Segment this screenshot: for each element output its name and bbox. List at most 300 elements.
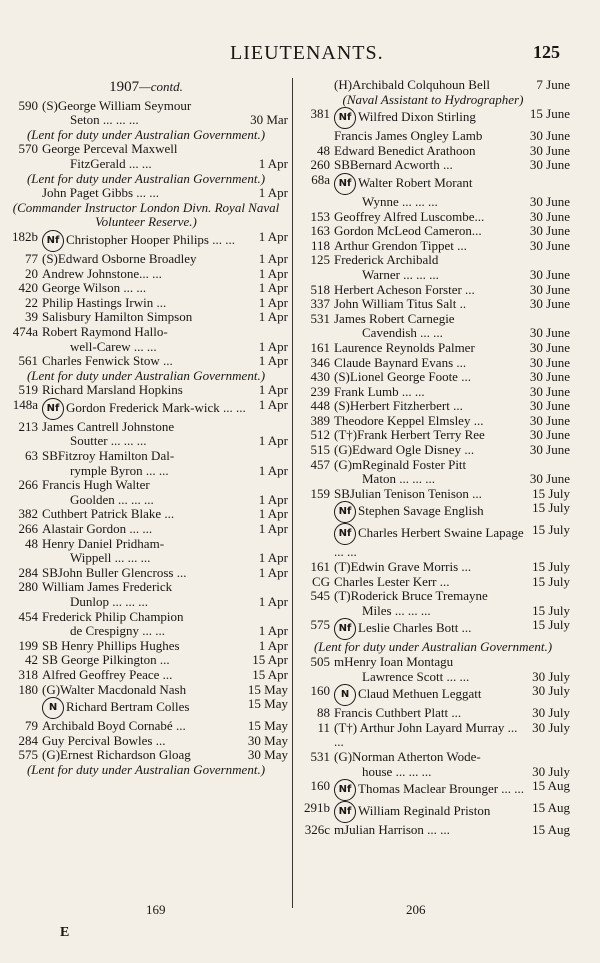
column-divider	[292, 78, 293, 908]
officer-entry	[296, 253, 570, 268]
officer-name	[334, 618, 528, 640]
officer-name	[334, 399, 526, 414]
officer-name	[42, 113, 246, 128]
officer-entry	[296, 158, 570, 173]
seniority-date: 1 Apr	[258, 433, 288, 449]
officer-name	[334, 575, 528, 590]
officer-name	[334, 684, 528, 706]
officer-name-text: Herbert Acheson Forster ...	[334, 281, 475, 297]
officer-name-text: Claud Methuen Leggatt	[358, 686, 482, 702]
seniority-date: 1 Apr	[258, 294, 288, 310]
section-year: 1907	[109, 79, 140, 95]
seniority-number: 125	[310, 252, 330, 268]
page-title: LIEUTENANTS.	[230, 42, 384, 64]
officer-name-text: (G)Edward Ogle Disney ...	[334, 442, 475, 458]
seniority-number: 326c	[304, 822, 330, 838]
officer-name-text: Edward Benedict Arathoon	[334, 142, 476, 158]
seniority-date: 1 Apr	[258, 564, 288, 580]
officer-name-text: Seton ... ... ...	[70, 112, 139, 128]
seniority-date: 30 June	[529, 128, 570, 144]
officer-name-text: Charles Fenwick Stow ...	[42, 353, 173, 369]
officer-name	[334, 487, 528, 502]
seniority-date: 15 Apr	[252, 652, 288, 668]
officer-name-text: (G)Norman Atherton Wode-	[334, 748, 481, 764]
seniority-number: 280	[18, 579, 38, 595]
seniority-number: 163	[310, 223, 330, 239]
officer-entry	[296, 801, 570, 823]
seniority-number: 48	[25, 535, 38, 551]
seniority-date: 1 Apr	[258, 309, 288, 325]
officer-entry	[4, 186, 288, 201]
officer-name	[334, 443, 526, 458]
seniority-date: 30 June	[529, 281, 570, 297]
officer-name-text: Arthur Grendon Tippet ...	[334, 237, 467, 253]
seniority-number: 381	[310, 106, 330, 122]
officer-name-text: Francis James Ongley Lamb	[334, 128, 483, 144]
entry-note: (Commander Instructor London Divn. Royal Naval Volunteer Reserve.)	[12, 199, 280, 230]
officer-entry	[296, 326, 570, 341]
officer-entry	[296, 78, 570, 93]
seniority-number: 570	[18, 141, 38, 157]
officer-entry	[4, 697, 288, 719]
officer-name-text: mJulian Harrison ... ...	[334, 822, 450, 838]
officer-name	[334, 472, 526, 487]
officer-entry	[296, 312, 570, 327]
officer-name	[334, 823, 528, 838]
officer-name	[42, 340, 255, 355]
officer-name-text: Wilfred Dixon Stirling	[358, 109, 476, 125]
entry-note: (Naval Assistant to Hydrographer)	[342, 91, 524, 107]
qualification-mark-icon: Nf	[334, 107, 356, 129]
officer-name-text: Geoffrey Alfred Luscombe...	[334, 208, 485, 224]
officer-entry	[296, 144, 570, 159]
officer-name-text: Stephen Savage English	[358, 503, 484, 519]
officer-name-text: Cavendish ... ...	[362, 325, 443, 341]
officer-name-text: George Perceval Maxwell	[42, 141, 178, 157]
seniority-date: 15 July	[532, 602, 570, 618]
officer-name	[334, 107, 526, 129]
officer-entry	[296, 414, 570, 429]
officer-entry	[296, 428, 570, 443]
officer-entry	[4, 566, 288, 581]
seniority-date: 15 Aug	[532, 800, 570, 816]
seniority-date: 1 Apr	[258, 382, 288, 398]
officer-name-text: (T†) Arthur John Layard Murray ... ...	[334, 719, 518, 750]
seniority-date: 30 July	[532, 719, 570, 735]
right-entry-list	[296, 78, 570, 838]
officer-entry	[4, 683, 288, 698]
officer-name-text: Salisbury Hamilton Simpson	[42, 309, 193, 325]
seniority-date: 30 May	[247, 747, 288, 763]
seniority-number: 63	[25, 448, 38, 464]
officer-name	[334, 721, 528, 750]
seniority-date: 1 Apr	[258, 491, 288, 507]
officer-name-text: (G)Ernest Richardson Gloag	[42, 747, 191, 763]
officer-name	[42, 748, 244, 763]
officer-entry	[296, 823, 570, 838]
seniority-number: 518	[310, 281, 330, 297]
officer-name-text: Gordon Frederick Mark-wick ... ...	[66, 399, 246, 415]
officer-name	[334, 750, 566, 765]
officer-name-text: (S)Herbert Fitzherbert ...	[334, 398, 463, 414]
officer-entry	[4, 595, 288, 610]
officer-name	[42, 624, 255, 639]
seniority-number: 284	[18, 564, 38, 580]
seniority-date: 15 May	[247, 718, 288, 734]
officer-name	[42, 99, 284, 114]
seniority-number: 239	[310, 383, 330, 399]
seniority-number: 39	[25, 309, 38, 325]
seniority-number: 505	[310, 654, 330, 669]
officer-entry	[296, 523, 570, 560]
qualification-mark-icon: Nf	[334, 801, 356, 823]
officer-name-text: de Crespigny ... ...	[70, 623, 165, 639]
officer-name-text: Charles Lester Kerr ...	[334, 573, 450, 589]
officer-entry	[296, 706, 570, 721]
officer-name-text: John Paget Gibbs ... ...	[42, 185, 159, 201]
seniority-number: 515	[310, 442, 330, 458]
officer-entry	[296, 370, 570, 385]
seniority-number: 575	[310, 617, 330, 633]
seniority-date: 15 July	[532, 573, 570, 589]
seniority-date: 30 June	[529, 339, 570, 355]
seniority-number: 213	[18, 418, 38, 434]
qualification-mark-icon: Nf	[42, 230, 64, 252]
seniority-number: 474a	[12, 323, 38, 339]
officer-name	[334, 523, 528, 560]
officer-entry	[4, 610, 288, 625]
seniority-date: 1 Apr	[258, 250, 288, 266]
seniority-number: 420	[18, 280, 38, 296]
officer-name	[334, 341, 526, 356]
officer-entry	[4, 383, 288, 398]
seniority-date: 1 Apr	[258, 155, 288, 171]
officer-entry	[296, 575, 570, 590]
seniority-number: 180	[18, 681, 38, 697]
seniority-number: 346	[310, 354, 330, 370]
seniority-number: 11	[317, 719, 330, 735]
seniority-date: 15 June	[529, 106, 570, 122]
officer-entry	[296, 297, 570, 312]
officer-name	[334, 370, 526, 385]
seniority-date: 1 Apr	[258, 506, 288, 522]
seniority-number: 561	[18, 353, 38, 369]
officer-name-text: Guy Percival Bowles ...	[42, 732, 166, 748]
officer-name-text: (T)Roderick Bruce Tremayne	[334, 588, 488, 604]
officer-entry	[4, 157, 288, 172]
officer-name-text: James Cantrell Johnstone	[42, 418, 175, 434]
seniority-date: 1 Apr	[258, 280, 288, 296]
seniority-date: 15 Apr	[252, 666, 288, 682]
qualification-mark-icon: Nf	[334, 523, 356, 545]
seniority-date: 15 May	[247, 681, 288, 697]
seniority-date: 7 June	[536, 77, 570, 92]
officer-entry	[4, 719, 288, 734]
officer-name-text: Claude Baynard Evans ...	[334, 354, 467, 370]
seniority-number: 118	[310, 237, 330, 253]
officer-name	[334, 297, 526, 312]
qualification-mark-icon: Nf	[334, 779, 356, 801]
officer-name	[334, 144, 526, 159]
officer-name-text: Frank Lumb ... ...	[334, 383, 425, 399]
seniority-number: 448	[310, 398, 330, 414]
officer-name	[334, 312, 566, 327]
officer-name	[42, 420, 284, 435]
seniority-date: 30 June	[529, 369, 570, 385]
officer-name	[334, 129, 526, 144]
officer-entry	[4, 748, 288, 763]
officer-name	[42, 310, 255, 325]
officer-entry	[296, 721, 570, 750]
seniority-number: 153	[310, 208, 330, 224]
officer-name	[334, 706, 528, 721]
officer-entry	[296, 399, 570, 414]
officer-name-text: SBJulian Tenison Tenison ...	[334, 485, 482, 501]
seniority-date: 1 Apr	[258, 396, 288, 412]
officer-entry	[296, 560, 570, 575]
officer-entry	[296, 604, 570, 619]
seniority-date: 1 Apr	[258, 594, 288, 609]
officer-name-text: Cuthbert Patrick Blake ...	[42, 506, 175, 522]
seniority-number: 148a	[12, 396, 38, 412]
entry-note: (Lent for duty under Australian Government.)	[26, 126, 266, 142]
officer-name	[334, 78, 532, 93]
officer-entry	[4, 340, 288, 355]
officer-name	[334, 801, 528, 823]
entry-note: (Lent for duty under Australian Government.)	[26, 170, 266, 186]
seniority-date: 30 June	[529, 157, 570, 173]
seniority-number: 454	[18, 608, 38, 624]
officer-entry	[4, 99, 288, 114]
officer-name	[42, 639, 255, 654]
officer-name	[42, 719, 244, 734]
officer-name-text: Thomas Maclear Brounger ... ...	[358, 781, 525, 797]
seniority-date: 30 June	[529, 427, 570, 443]
seniority-date: 30 June	[529, 142, 570, 158]
seniority-date: 30 June	[529, 193, 570, 209]
officer-name	[42, 683, 244, 698]
officer-name-text: Miles ... ... ...	[362, 602, 431, 618]
officer-entry	[296, 684, 570, 706]
officer-name-text: Soutter ... ... ...	[70, 433, 147, 449]
seniority-date: 1 Apr	[258, 353, 288, 369]
officer-name-text: Frederick Archibald	[334, 252, 439, 268]
officer-entry	[4, 537, 288, 552]
officer-entry	[296, 487, 570, 502]
seniority-number: 266	[18, 521, 38, 537]
officer-entry	[4, 420, 288, 435]
officer-entry	[4, 113, 288, 128]
seniority-number: 199	[18, 637, 38, 653]
seniority-number: 160	[310, 683, 330, 699]
officer-name-text: Lawrence Scott ... ...	[362, 668, 470, 684]
seniority-date: 30 July	[532, 668, 570, 684]
seniority-date: 1 Apr	[258, 228, 288, 244]
right-footer-number: 206	[406, 902, 426, 917]
seniority-number: 48	[317, 142, 330, 158]
seniority-date: 30 June	[529, 398, 570, 414]
officer-entry	[296, 268, 570, 283]
left-column	[4, 78, 288, 778]
officer-name-text: (S)George William Seymour	[42, 97, 192, 113]
officer-entry	[296, 501, 570, 523]
officer-name	[42, 252, 255, 267]
seniority-date: 15 July	[532, 485, 570, 501]
officer-name-text: (G)Walter Macdonald Nash	[42, 681, 187, 697]
officer-name-text: Goolden ... ... ...	[70, 491, 154, 507]
officer-entry	[4, 267, 288, 282]
officer-entry	[296, 239, 570, 254]
officer-entry	[296, 779, 570, 801]
officer-name	[42, 267, 255, 282]
officer-name	[42, 354, 255, 369]
officer-name	[334, 458, 566, 473]
officer-name-text: house ... ... ...	[362, 763, 432, 779]
seniority-number: 575	[18, 747, 38, 763]
officer-entry	[4, 281, 288, 296]
officer-name-text: SB Henry Phillips Hughes	[42, 637, 180, 653]
officer-entry	[296, 750, 570, 765]
officer-name	[42, 566, 255, 581]
officer-name	[42, 610, 284, 625]
officer-entry	[4, 639, 288, 654]
officer-name	[42, 142, 284, 157]
seniority-number: 512	[310, 427, 330, 443]
seniority-date: 30 June	[529, 266, 570, 282]
seniority-number: 182b	[12, 228, 38, 244]
officer-name-text: William Reginald Priston	[358, 803, 491, 819]
qualification-mark-icon: Nf	[42, 398, 64, 420]
officer-name-text: William James Frederick	[42, 579, 173, 595]
officer-name	[334, 283, 526, 298]
officer-name-text: (S)Lionel George Foote ...	[334, 369, 471, 385]
seniority-number: 159	[310, 485, 330, 501]
seniority-date: 30 July	[532, 705, 570, 721]
officer-name	[334, 604, 528, 619]
officer-entry	[296, 458, 570, 473]
officer-name	[334, 589, 566, 604]
officer-name-text: Leslie Charles Bott ...	[358, 620, 472, 636]
entry-note: (Lent for duty under Australian Government.)	[26, 761, 266, 777]
seniority-date: 1 Apr	[258, 550, 288, 566]
page-number: 125	[533, 42, 560, 62]
officer-name-text: (H)Archibald Colquhoun Bell	[334, 77, 490, 92]
officer-entry	[4, 464, 288, 479]
officer-name	[42, 734, 244, 749]
officer-name	[42, 537, 284, 552]
seniority-number: 79	[25, 718, 38, 734]
officer-name	[334, 224, 526, 239]
seniority-number: 457	[310, 456, 330, 472]
officer-name-text: FitzGerald ... ...	[70, 155, 152, 171]
seniority-number: 337	[310, 296, 330, 312]
seniority-number: 318	[18, 666, 38, 682]
officer-name-text: Francis Cuthbert Platt ...	[334, 705, 462, 721]
officer-name	[334, 253, 566, 268]
officer-name-text: Robert Raymond Hallo-	[42, 323, 168, 339]
seniority-number: 20	[25, 265, 38, 281]
officer-name	[42, 186, 255, 201]
officer-entry	[296, 765, 570, 780]
seniority-number: 430	[310, 369, 330, 385]
seniority-number: 77	[25, 250, 38, 266]
officer-name-text: Walter Robert Morant	[358, 174, 473, 190]
officer-entry	[4, 142, 288, 157]
seniority-date: 30 June	[529, 223, 570, 239]
officer-entry	[4, 252, 288, 267]
officer-name	[334, 268, 526, 283]
officer-name	[334, 765, 528, 780]
officer-name-text: George Wilson ... ...	[42, 280, 147, 296]
seniority-number: 68a	[311, 171, 330, 187]
section-suffix: —contd.	[139, 79, 183, 94]
officer-name-text: mHenry Ioan Montagu	[334, 654, 454, 669]
officer-name	[334, 655, 566, 670]
qualification-mark-icon: Nf	[334, 173, 356, 195]
qualification-mark-icon: Nf	[334, 501, 356, 523]
officer-name-text: Dunlop ... ... ...	[70, 594, 148, 609]
entry-note: (Lent for duty under Australian Government.)	[313, 639, 553, 655]
officer-entry	[4, 668, 288, 683]
seniority-number: 266	[18, 477, 38, 493]
seniority-date: 15 Aug	[532, 778, 570, 794]
officer-name	[42, 281, 255, 296]
officer-name-text: Philip Hastings Irwin ...	[42, 294, 167, 310]
officer-name-text: Richard Marsland Hopkins	[42, 382, 183, 398]
seniority-date: 1 Apr	[258, 265, 288, 281]
seniority-date: 1 Apr	[258, 462, 288, 478]
officer-name-text: John William Titus Salt ..	[334, 296, 467, 312]
seniority-number: 88	[317, 705, 330, 721]
qualification-mark-icon: Nf	[334, 618, 356, 640]
officer-name-text: SBBernard Acworth ...	[334, 157, 453, 173]
page-header	[0, 40, 600, 70]
officer-name-text: Richard Bertram Colles	[66, 699, 190, 715]
officer-entry	[4, 522, 288, 537]
officer-entry	[296, 472, 570, 487]
seniority-date: 30 June	[529, 383, 570, 399]
officer-name-text: (S)Edward Osborne Broadley	[42, 250, 197, 266]
officer-name-text: Warner ... ... ...	[362, 266, 439, 282]
seniority-date: 15 July	[532, 500, 570, 516]
officer-entry	[296, 385, 570, 400]
officer-entry	[4, 230, 288, 252]
qualification-mark-icon: N	[334, 684, 356, 706]
seniority-date: 30 June	[529, 208, 570, 224]
officer-name-text: James Robert Carnegie	[334, 310, 455, 326]
seniority-number: 160	[310, 778, 330, 794]
officer-name	[42, 398, 255, 420]
officer-entry	[4, 478, 288, 493]
officer-entry	[4, 493, 288, 508]
officer-name-text: Frederick Philip Champion	[42, 608, 184, 624]
officer-name	[42, 653, 248, 668]
officer-entry	[4, 653, 288, 668]
officer-name-text: Alastair Gordon ... ...	[42, 521, 153, 537]
officer-entry	[296, 224, 570, 239]
officer-name	[334, 239, 526, 254]
officer-entry	[4, 507, 288, 522]
officer-name	[42, 230, 255, 252]
officer-name	[42, 464, 255, 479]
officer-name	[334, 210, 526, 225]
officer-name-text: Laurence Reynolds Palmer	[334, 339, 475, 355]
officer-name-text: Wynne ... ... ...	[362, 193, 438, 209]
seniority-date: 30 June	[529, 442, 570, 458]
officer-entry	[4, 296, 288, 311]
officer-name-text: Theodore Keppel Elmsley ...	[334, 412, 484, 428]
seniority-date: 15 July	[532, 617, 570, 633]
